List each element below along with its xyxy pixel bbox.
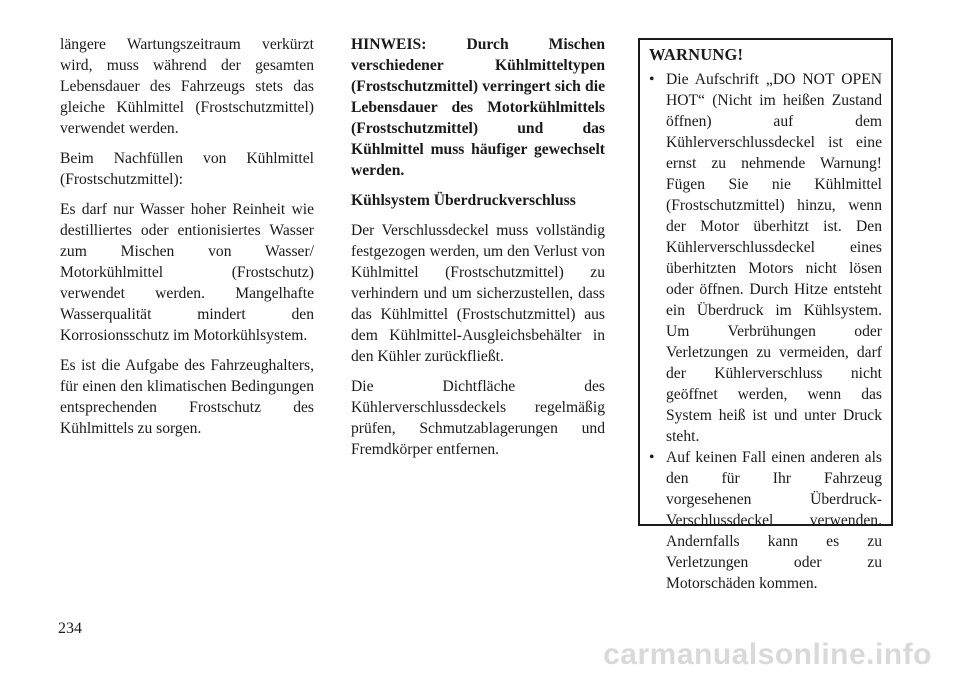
warning-item-text: Auf keinen Fall einen anderen als den für Ihr Fahrzeug vorgesehenen Überdruck-Verschlussdeckel verwenden. Andernfalls kann es zu Verletzungen oder zu Motorschäden kommen. [666,449,882,592]
warning-title: WARNUNG! [649,45,744,64]
middle-text-column [351,34,605,469]
section-heading: Kühlsystem Überdruckverschluss [351,192,576,209]
paragraph-water-quality: Es darf nur Wasser hoher Reinheit wie destilliertes oder entionisiertes Wasser zum Mischen von Wasser/ Motorkühlmittel (Frostschutz) verwendet werden. Mangelhafte Wasserqualität mindert den Korrosionsschutz im Motorkühlsystem. [60,201,314,344]
warning-item-text: Die Aufschrift „DO NOT OPEN HOT“ (Nicht im heißen Zustand öffnen) auf dem Kühlerverschlussdeckel ist eine ernst zu nehmende Warnung! Fügen Sie nie Kühlmittel (Frostschutzmittel) hinzu, wenn der Motor überhitzt ist. Den Kühlerverschlussdeckel eines überhitzten Motors nicht lösen oder öffnen. Durch Hitze entsteht ein Überdruck im Kühlsystem. Um Verbrühungen oder Verletzungen zu vermeiden, darf der Kühlerverschluss nicht geöffnet werden, wenn das System heiß ist und unter Druck steht. [666,71,882,445]
bullet-icon: • [649,449,655,466]
watermark: carmanualsonline.info [603,638,932,671]
page-number: 234 [58,620,82,637]
warning-box [638,38,893,592]
left-text-column [60,34,314,448]
paragraph-owner-responsibility: Es ist die Aufgabe des Fahrzeughalters, für einen den klimatischen Bedingungen entsprechenden Frostschutz des Kühlmittels zu sorgen. [60,357,314,437]
paragraph-cap-tightening: Der Verschlussdeckel muss vollständig festgezogen werden, um den Verlust von Kühlmittel (Frostschutzmittel) zu verhindern und um sicherzustellen, dass das Kühlmittel (Frostschutzmittel) aus dem Kühlmittel-Ausgleichsbehälter in den Kühler zurückfließt. [351,222,605,365]
paragraph-seal-inspection: Die Dichtfläche des Kühlerverschlussdeckels regelmäßig prüfen, Schmutzablagerungen und Fremdkörper entfernen. [351,378,605,458]
paragraph-coolant-lifetime: längere Wartungszeitraum verkürzt wird, muss während der gesamten Lebensdauer des Fahrzeugs stets das gleiche Kühlmittel (Frostschutzmittel) verwendet werden. [60,36,314,137]
note-paragraph: HINWEIS: Durch Mischen verschiedener Kühlmitteltypen (Frostschutzmittel) verringert sich die Lebensdauer des Motorkühlmittels (Frostschutzmittel) und das Kühlmittel muss häufiger gewechselt werden. [351,36,605,179]
warning-item [649,69,882,447]
warning-list [649,69,882,594]
warning-item [649,447,882,594]
bullet-icon: • [649,71,655,88]
paragraph-refill-intro: Beim Nachfüllen von Kühlmittel (Frostschutzmittel): [60,150,314,188]
